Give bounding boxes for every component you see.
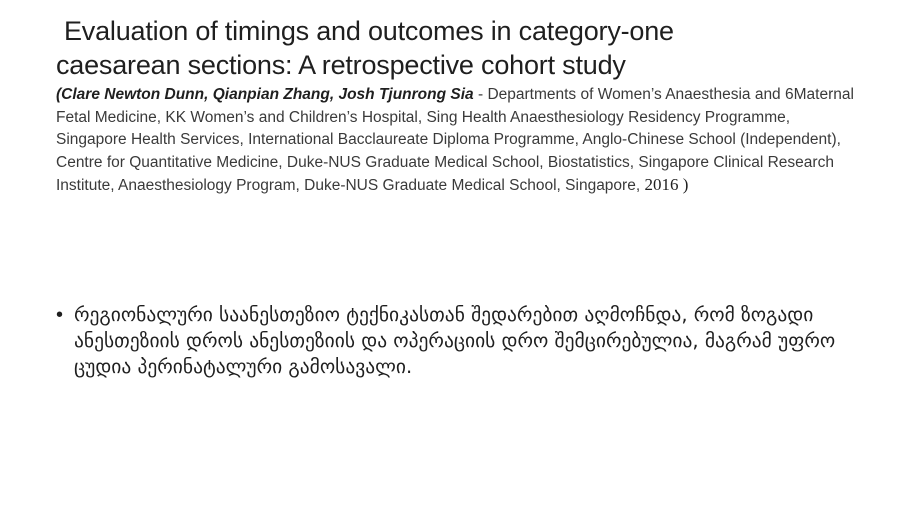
title-line-2: caesarean sections: A retrospective cohort study [56,50,626,80]
citation-year: 2016 [644,175,679,194]
title-line-1: Evaluation of timings and outcomes in category-one [64,16,674,46]
bullet-marker: • [56,304,64,326]
bullet-list [56,302,866,380]
citation-year-separator: , [635,177,645,194]
citation-open-paren: ( [56,86,62,103]
citation-close-paren: ) [678,175,689,194]
citation-affiliations: - Departments of Women’s Anaesthesia and 6Maternal Fetal Medicine, KK Women’s and Children’s Hospital, Sing Health Anaesthesiology Residency Programme, Singapore Health Services, International Bacclaureate Diploma Programme, Anglo-Chinese School (Independent), Centre for Quantitative Medicine, Duke-NUS Graduate Medical School, Biostatistics, Singapore Clinical Research Institute, Anaesthesiology Program, Duke-NUS Graduate Medical School, Singapore [56,86,854,194]
citation-authors: Clare Newton Dunn, Qianpian Zhang, Josh Tjunrong Sia [61,86,474,103]
bullet-text: რეგიონალური საანესთეზიო ტექნიკასთან შედარებით აღმოჩნდა, რომ ზოგადი ანესთეზიის დროს ანესთეზიის და ოპერაციის დრო შემცირებულია, მაგრამ უფრო ცუდია პერინატალური გამოსავალი. [74,303,836,378]
citation [56,84,856,198]
slide-title [56,14,860,82]
bullet-item [56,302,866,380]
